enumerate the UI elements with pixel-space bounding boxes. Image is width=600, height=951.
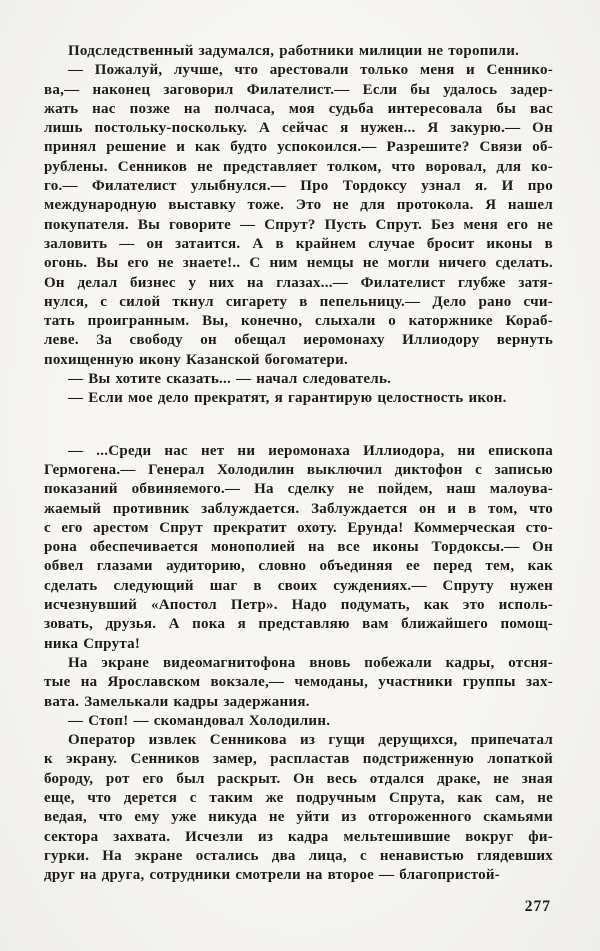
- text-line: ва,— наконец заговорил Филателист.— Если бы удалось задер-: [44, 81, 553, 98]
- text-line: Он делал бизнес у них на глазах...— Филателист глубже затя-: [44, 274, 553, 291]
- text-line: На экране видеомагнитофона вновь побежали кадры, отсня-: [68, 654, 553, 671]
- text-line: бороду, рот его был раскрыт. Он весь отдался драке, не зная: [44, 770, 553, 787]
- text-line: ведая, что ему уже никуда не уйти из отгороженного скамьями: [44, 809, 553, 826]
- text-line: с его арестом Спрут прекратит охоту. Ерунда! Коммерческая сто-: [44, 519, 553, 536]
- text-line: вата. Замелькали кадры задержания.: [44, 693, 310, 710]
- text-line: к экрану. Сенников замер, распластав подстриженную лопаткой: [44, 751, 553, 768]
- text-line: покупателя. Вы говорите — Спрут? Пусть Спрут. Без меня его не: [44, 216, 553, 233]
- text-line: — Вы хотите сказать... — начал следователь.: [68, 371, 392, 388]
- page-number: 277: [524, 898, 551, 916]
- section-break: [44, 409, 553, 442]
- text-line: Подследственный задумался, работники милиции не торопили.: [68, 43, 520, 59]
- text-line: го.— Филателист улыбнулся.— Про Тордоксу узнал я. И про: [44, 178, 553, 195]
- text-line: показаний обвиняемого.— На сделку не пойдем, наш малоува-: [44, 481, 553, 498]
- text-line: рона обеспечивается монополией на все иконы Тордоксы.— Он: [44, 539, 553, 556]
- text-line: жаемый противник заблуждается. Заблуждается он и в том, что: [44, 500, 553, 517]
- text-line: похищенную икону Казанской богоматери.: [44, 351, 348, 368]
- text-line: жать нас позже на полчаса, моя судьба интересовала бы вас: [44, 100, 553, 117]
- text-line: — Пожалуй, лучше, что арестовали только меня и Сеннико-: [68, 62, 553, 79]
- text-line: сектора захвата. Исчезли из кадра мельтешившие вокруг фи-: [44, 828, 553, 845]
- text-line: зовать, друзья. А пока я представляю вам ближайшего помощ-: [44, 616, 553, 633]
- text-line: огонь. Вы его не знаете!.. С ним немцы не могли ничего сделать.: [44, 255, 553, 272]
- text-line: нулся, с силой ткнул сигарету в пепельницу.— Дело рано счи-: [44, 293, 553, 310]
- text-line: заловить — он затаится. А в крайнем случае бросит иконы в: [44, 235, 553, 252]
- text-line: ника Спрута!: [44, 635, 141, 652]
- text-line: исчезнувший «Апостол Петр». Надо подумать, как это исполь-: [44, 597, 553, 614]
- text-line: — Стоп! — скомандовал Холодилин.: [68, 712, 331, 729]
- text-line: рублены. Сенников не представляет толком, что воровал, для ко-: [44, 158, 553, 175]
- text-line: гурки. На экране остались два лица, с ненавистью глядевших: [44, 847, 553, 864]
- text-line: международную выставку тоже. Это не для протокола. Я нашел: [44, 197, 553, 214]
- text-line: лишь постольку-поскольку. А сейчас я нужен... Я закурю.— Он: [44, 120, 553, 137]
- text-line: принял решение и как будто успокоился.— Разрешите? Связи об-: [44, 139, 553, 156]
- text-line: леве. За свободу он обещал иеромонаху Иллиодору вернуть: [44, 332, 553, 349]
- text-line: сделать следующий шаг в своих суждениях.— Спруту нужен: [44, 577, 553, 594]
- text-line: тые на Ярославском вокзале,— чемоданы, участники группы зах-: [44, 674, 553, 691]
- text-line: — Если мое дело прекратят, я гарантирую целостность икон.: [68, 390, 507, 407]
- text-line: — ...Среди нас нет ни иеромонаха Иллиодора, ни епископа: [68, 442, 553, 459]
- text-line: еще, что дерется с таким же подручным Спрута, как сам, не: [44, 789, 553, 806]
- text-line: друг на друга, сотрудники смотрели на второе — благопристой-: [44, 867, 501, 884]
- text-line: Оператор извлек Сенникова из гущи дерущихся, припечатал: [68, 732, 553, 749]
- text-line: тать проигранным. Вы, конечно, слыхали о каторжнике Кораб-: [44, 313, 553, 330]
- text-line: обвел глазами аудиторию, словно объединяя ее перед тем, как: [44, 558, 553, 575]
- text-line: Гермогена.— Генерал Холодилин выключил диктофон с записью: [44, 461, 553, 478]
